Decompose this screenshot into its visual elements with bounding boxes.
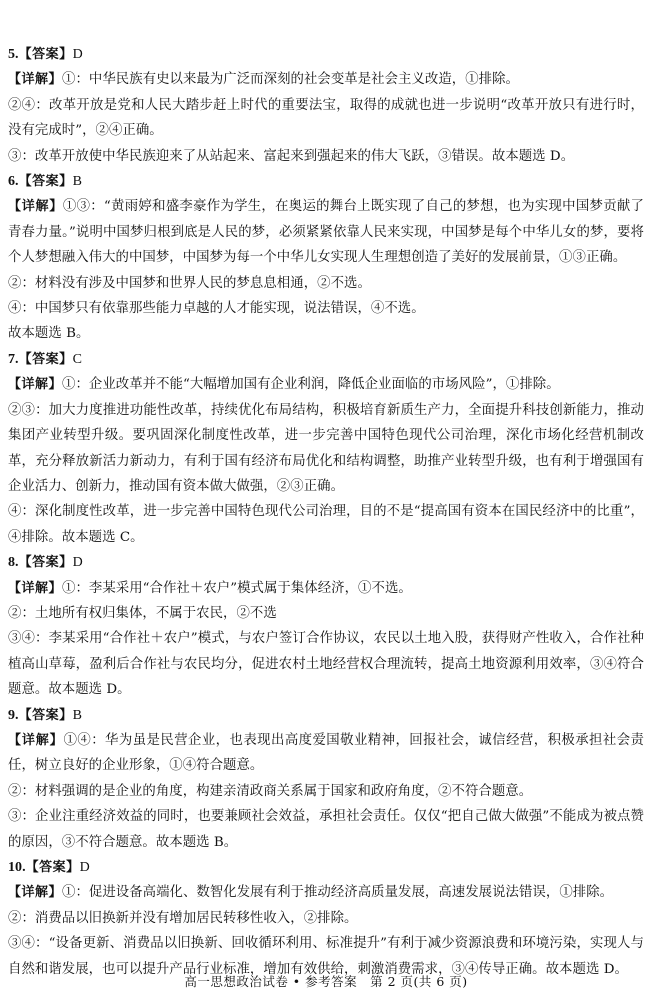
explanation-paragraph (8, 728, 644, 779)
explanation-paragraph (8, 194, 644, 270)
explanation-paragraph (8, 398, 644, 500)
answer-tag: 【答案】 (18, 174, 73, 190)
explanation-text: ①④：华为虽是民营企业，也表现出高度爱国敬业精神，回报社会，诚信经营，积极承担社会责任，树立良好的企业形象，①④符合题意。 (8, 732, 644, 774)
detail-tag: 【详解】 (8, 377, 63, 393)
explanation-paragraph (8, 779, 644, 804)
answer-letter: B (72, 174, 83, 190)
question-number: 6. (8, 174, 19, 190)
explanation-text: ①③：“黄雨婷和盛李豪作为学生，在奥运的舞台上既实现了自己的梦想，也为实现中国梦贡献了青春力量。”说明中国梦归根到底是人民的梦，必须紧紧依靠人民来实现，中国梦是每个中华儿女的梦，要将个人梦想融入伟大的中国梦，中国梦为每一个中华儿女实现人生理想创造了美好的发展前景，①③正确。 (8, 199, 644, 266)
question-number: 8. (8, 555, 19, 571)
explanation-paragraph (8, 576, 644, 601)
answer-line (8, 42, 644, 67)
explanation-text: ②：材料强调的是企业的角度，构建亲清政商关系属于国家和政府角度，②不符合题意。 (8, 783, 533, 799)
explanation-text: ②：材料没有涉及中国梦和世界人民的梦息息相通，②不选。 (8, 275, 371, 291)
question-block (8, 169, 644, 347)
explanation-text: ③：改革开放使中华民族迎来了从站起来、富起来到强起来的伟大飞跃，③错误。故本题选 D。 (8, 148, 575, 164)
explanation-text: ③：企业注重经济效益的同时，也要兼顾社会效益，承担社会责任。仅仅“把自己做大做强”不能成为被点赞的原因，③不符合题意。故本题选 B。 (8, 809, 644, 850)
explanation-text: ③④：“设备更新、消费品以旧换新、回收循环利用、标准提升”有利于减少资源浪费和环境污染，实现人与自然和谐发展，也可以提升产品行业标准，增加有效供给，刺激消费需求，③④传导正确。故本题选 D。 (8, 936, 644, 977)
answer-line (8, 703, 644, 728)
answer-line (8, 347, 644, 372)
explanation-text: ①：企业改革并不能“大幅增加国有企业利润，降低企业面临的市场风险”，①排除。 (62, 377, 560, 393)
question-block (8, 855, 644, 982)
detail-tag: 【详解】 (8, 885, 63, 901)
detail-tag: 【详解】 (8, 199, 63, 215)
answer-letter: B (72, 707, 83, 723)
question-number: 5. (8, 47, 19, 62)
question-number: 9. (8, 707, 19, 723)
explanation-text: ②：消费品以旧换新并没有增加居民转移性收入，②排除。 (8, 910, 358, 926)
question-number: 7. (8, 351, 19, 367)
answer-line (8, 169, 644, 194)
explanation-paragraph (8, 372, 644, 397)
detail-tag: 【详解】 (8, 580, 63, 596)
explanation-text: 故本题选 B。 (8, 326, 90, 342)
explanation-text: ①：李某采用“合作社＋农户”模式属于集体经济，①不选。 (62, 580, 412, 596)
page-footer: 高一思想政治试卷 • 参考答案 第 2 页(共 6 页) (184, 974, 468, 989)
explanation-paragraph (8, 144, 644, 169)
detail-tag: 【详解】 (8, 72, 63, 88)
question-block (8, 703, 644, 855)
explanation-paragraph (8, 906, 644, 931)
answer-letter: D (72, 555, 83, 571)
detail-tag: 【详解】 (8, 732, 64, 748)
explanation-text: ④：深化制度性改革，进一步完善中国特色现代公司治理，目的不是“提高国有资本在国民经济中的比重”，④排除。故本题选 C。 (8, 504, 644, 545)
question-block (8, 550, 644, 702)
answer-tag: 【答案】 (25, 860, 80, 875)
question-number: 10. (8, 860, 26, 875)
explanation-paragraph (8, 804, 644, 855)
explanation-paragraph (8, 601, 644, 626)
answer-letter: D (79, 860, 90, 875)
answer-tag: 【答案】 (18, 351, 73, 367)
explanation-text: ①：促进设备高端化、数智化发展有利于推动经济高质量发展，高速发展说法错误，①排除。 (62, 885, 614, 901)
explanation-paragraph (8, 271, 644, 296)
explanation-paragraph (8, 880, 644, 905)
question-block (8, 42, 644, 169)
explanation-text: ②④：改革开放是党和人民大踏步赶上时代的重要法宝，取得的成就也进一步说明“改革开放只有进行时，没有完成时”，②④正确。 (8, 97, 644, 139)
explanation-paragraph (8, 626, 644, 702)
explanation-paragraph (8, 499, 644, 550)
question-block (8, 347, 644, 550)
answer-line (8, 550, 644, 575)
answer-tag: 【答案】 (18, 555, 73, 571)
explanation-text: ①：中华民族有史以来最为广泛而深刻的社会变革是社会主义改造，①排除。 (62, 72, 519, 88)
answer-tag: 【答案】 (18, 47, 73, 62)
explanation-text: ②③：加大力度推进功能性改革，持续优化布局结构，积极培育新质生产力，全面提升科技创新能力，推动集团产业转型升级。要巩固深化制度性改革，进一步完善中国特色现代公司治理，深化市场化经营机制改革，充分释放新活力新动力，有利于国有经济布局优化和结构调整，助推产业转型升级，也有利于增强国有企业活力、创新力，推动国有资本做大做强，②③正确。 (8, 402, 644, 494)
explanation-paragraph (8, 93, 644, 144)
answer-line (8, 855, 644, 880)
explanation-paragraph (8, 67, 644, 92)
explanation-paragraph (8, 296, 644, 321)
answer-letter: D (72, 47, 83, 62)
answer-document (8, 42, 644, 982)
explanation-text: ③④：李某采用“合作社＋农户”模式，与农户签订合作协议，农民以土地入股，获得财产性收入，合作社种植高山草莓，盈利后合作社与农民均分，促进农村土地经营权合理流转，提高土地资源利用效率，③④符合题意。故本题选 D。 (8, 631, 644, 698)
answer-letter: C (72, 351, 83, 367)
answer-tag: 【答案】 (18, 707, 73, 723)
explanation-paragraph (8, 321, 644, 346)
explanation-text: ④：中国梦只有依靠那些能力卓越的人才能实现，说法错误，④不选。 (8, 301, 425, 317)
explanation-text: ②：土地所有权归集体，不属于农民，②不选 (8, 605, 277, 621)
